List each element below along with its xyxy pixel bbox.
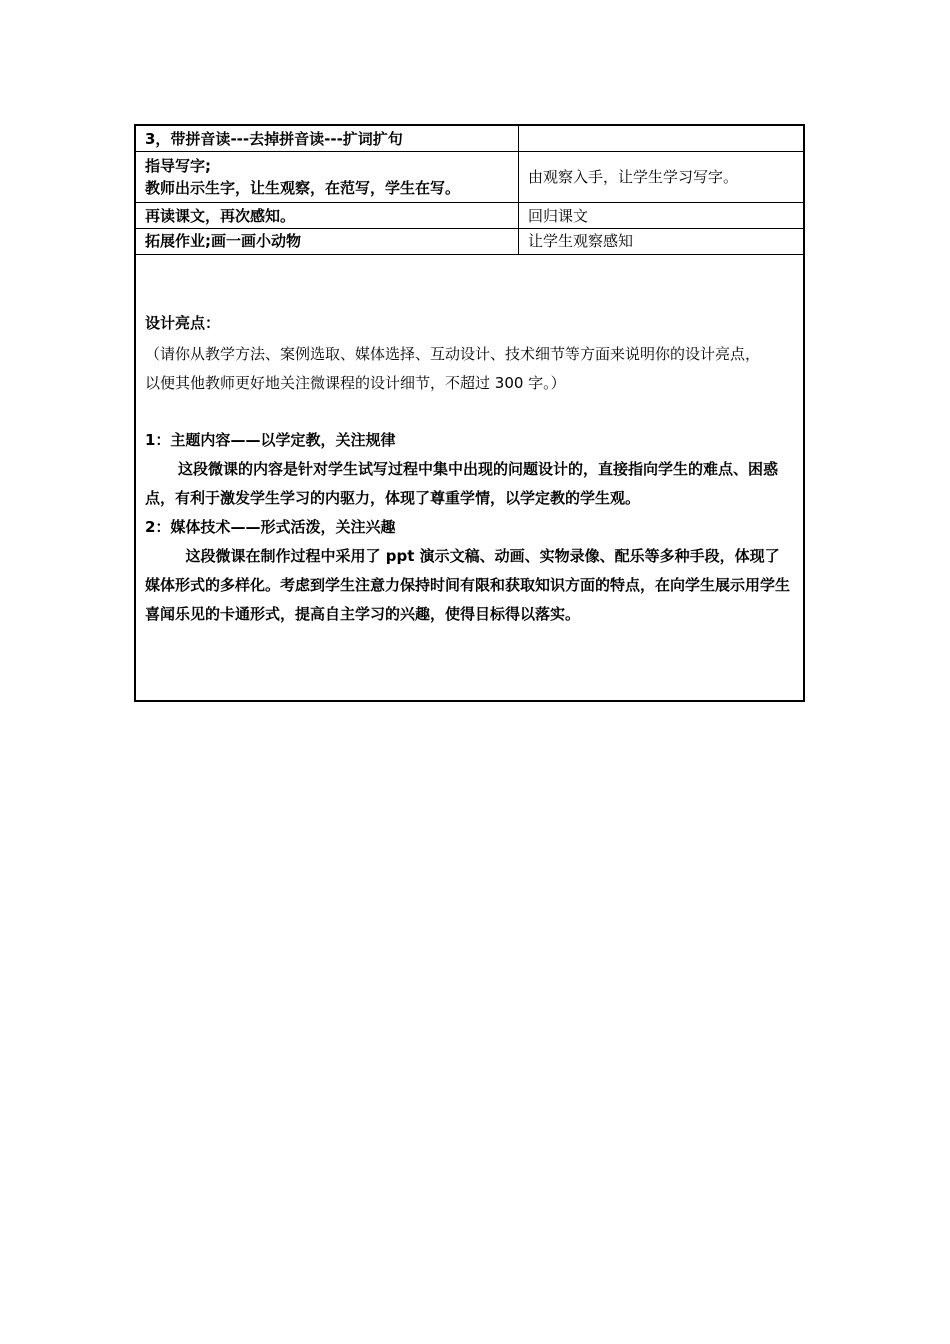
step-detail: 教师出示生字，让生观察，在范写，学生在写。 xyxy=(145,179,461,197)
purpose-cell xyxy=(519,152,803,202)
table-row xyxy=(136,229,803,255)
design-instructions-line: （请你从教学方法、案例选取、媒体选择、互动设计、技术细节等方面来说明你的设计亮点， xyxy=(145,345,761,363)
highlight-heading-2: 2：媒体技术——形式活泼，关注兴趣 xyxy=(145,518,396,536)
design-instructions xyxy=(145,340,794,398)
step-cell xyxy=(136,152,519,202)
design-instructions-line: 以便其他教师更好地关注微课程的设计细节，不超过 300 字。） xyxy=(145,374,566,392)
highlight-body-1: 这段微课的内容是针对学生试写过程中集中出现的问题设计的，直接指向学生的难点、困惑点，有利于激发学生学习的内驱力，体现了尊重学情，以学定教的学生观。 xyxy=(145,460,779,507)
lesson-table xyxy=(134,124,805,702)
purpose-cell: 让学生观察感知 xyxy=(528,232,634,250)
table-row xyxy=(136,203,803,229)
purpose-cell xyxy=(519,126,803,151)
design-highlights-title: 设计亮点： xyxy=(145,314,221,332)
table-row xyxy=(136,152,803,203)
design-highlights-cell xyxy=(136,255,803,700)
spacer xyxy=(145,398,794,426)
step-cell: 拓展作业;画一画小动物 xyxy=(136,229,519,254)
table-row xyxy=(136,126,803,152)
step-cell: 再读课文，再次感知。 xyxy=(136,203,519,228)
step-cell: 3，带拼音读---去掉拼音读---扩词扩句 xyxy=(136,126,519,151)
highlight-body-2: 这段微课在制作过程中采用了 ppt 演示文稿、动画、实物录像、配乐等多种手段，体现了媒体形式的多样化。考虑到学生注意力保持时间有限和获取知识方面的特点，在向学生展示用学生喜闻乐见的卡通形式，提高自主学习的兴趣，使得目标得以落实。 xyxy=(145,547,791,623)
purpose-cell: 回归课文 xyxy=(528,207,589,225)
step-title: 指导写字; xyxy=(145,157,211,175)
purpose-text: 由观察入手，让学生学习写字。 xyxy=(528,168,739,186)
highlight-heading-1: 1：主题内容——以学定教，关注规律 xyxy=(145,431,396,449)
